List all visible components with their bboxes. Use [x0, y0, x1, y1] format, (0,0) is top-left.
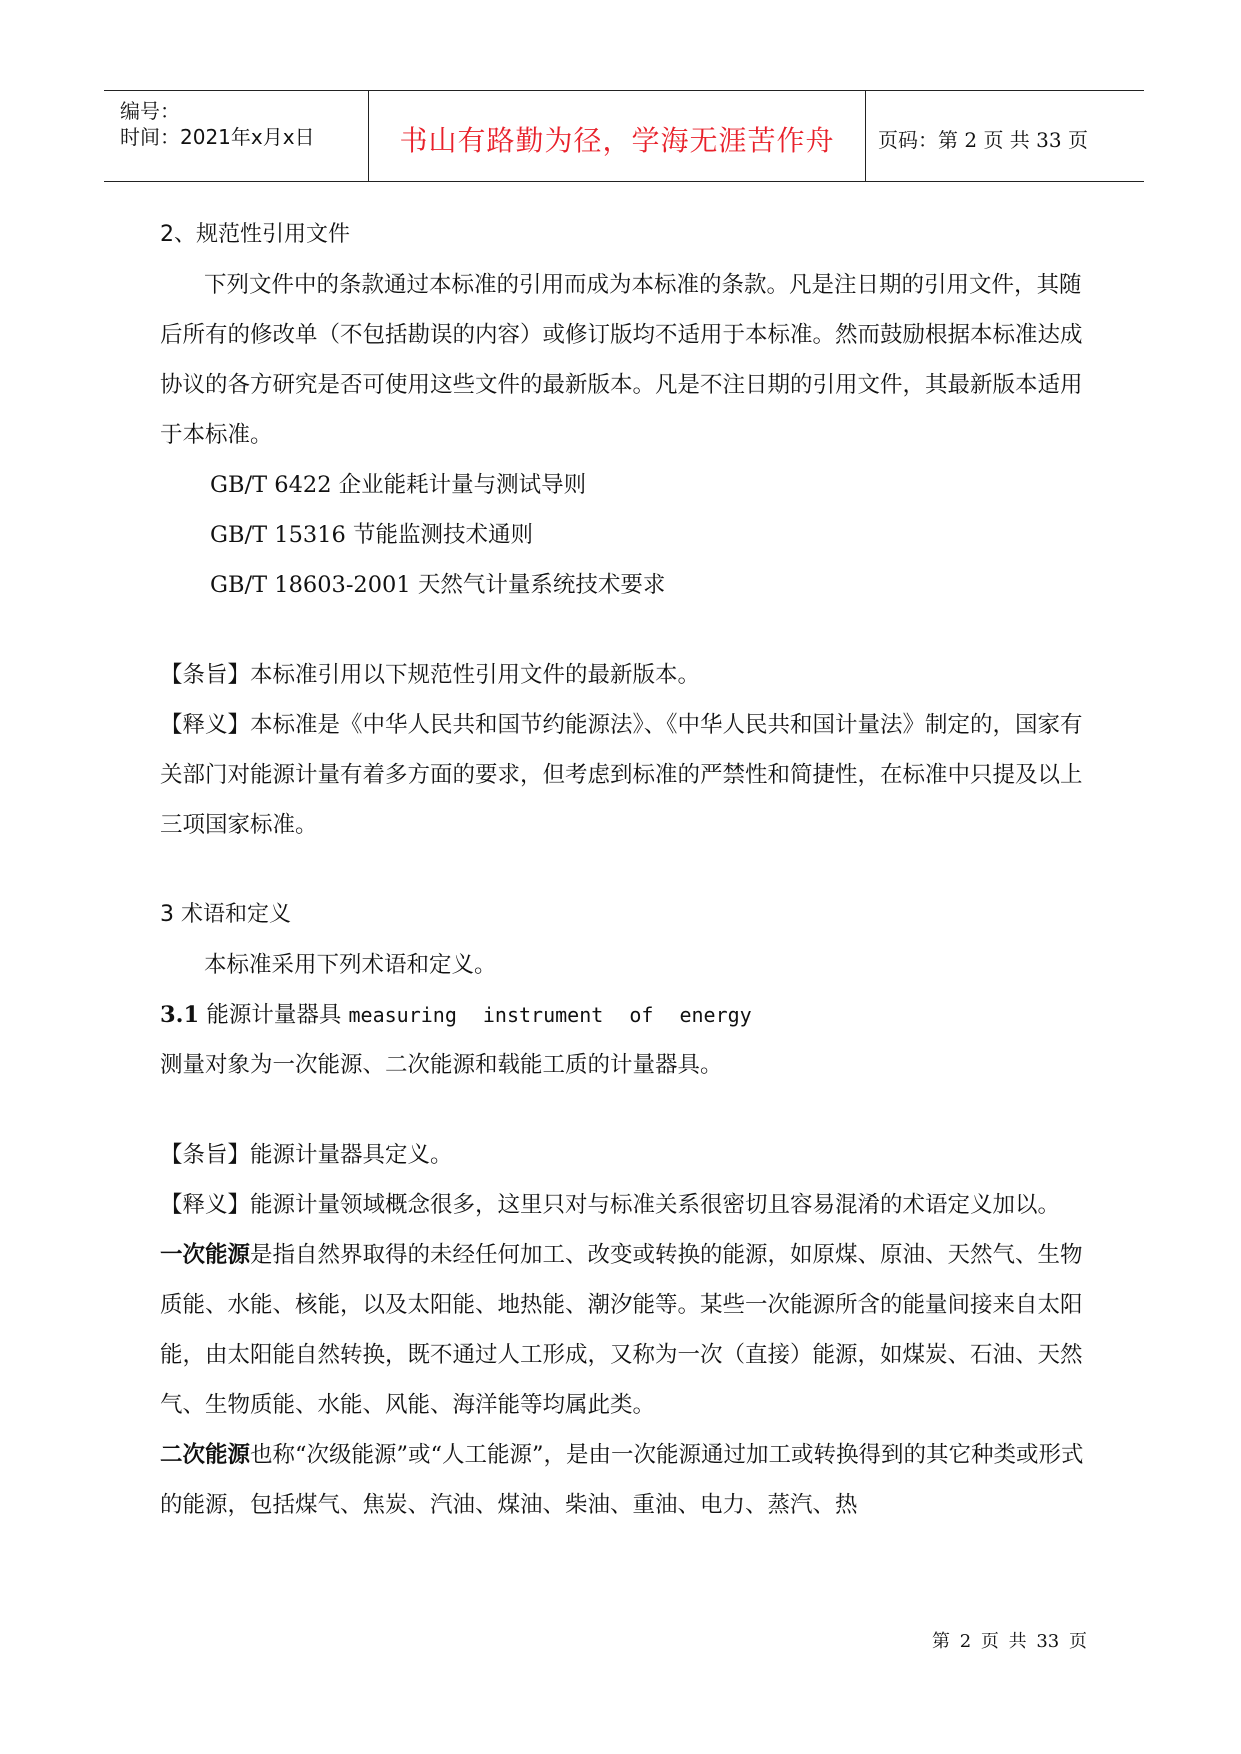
- section-2-shiyi: 【释义】本标准是《中华人民共和国节约能源法》、《中华人民共和国计量法》制定的，国家有关部门对能源计量有着多方面的要求，但考虑到标准的严禁性和简捷性，在标准中只提及以上三项国家标准。: [160, 712, 1083, 838]
- primary-energy-paragraph: [160, 1230, 1090, 1430]
- spacer: [160, 610, 1090, 650]
- section-2-paragraph: 下列文件中的条款通过本标准的引用而成为本标准的条款。凡是注日期的引用文件，其随后所有的修改单（不包括勘误的内容）或修订版均不适用于本标准。然而鼓励根据本标准达成协议的各方研究是否可使用这些文件的最新版本。凡是不注日期的引用文件，其最新版本适用于本标准。: [160, 272, 1083, 448]
- term-3-1: [160, 990, 1090, 1040]
- secondary-energy-text: 也称“次级能源”或“人工能源”，是由一次能源通过加工或转换得到的其它种类或形式的能源，包括煤气、焦炭、汽油、煤油、柴油、重油、电力、蒸汽、热: [160, 1442, 1084, 1518]
- term-chinese: 能源计量器具: [206, 1002, 342, 1028]
- number-label: 编号：: [120, 99, 180, 123]
- time-label: 时间：2021年x月x日: [120, 125, 315, 149]
- reference-item: GB/T 6422 企业能耗计量与测试导则: [210, 472, 587, 498]
- secondary-energy-term: 二次能源: [160, 1442, 251, 1468]
- primary-energy-term: 一次能源: [160, 1242, 251, 1268]
- reference-item: GB/T 15316 节能监测技术通则: [210, 522, 533, 548]
- spacer: [160, 850, 1090, 890]
- spacer: [160, 1090, 1090, 1130]
- secondary-energy-paragraph: [160, 1430, 1090, 1530]
- reference-item: GB/T 18603-2001 天然气计量系统技术要求: [210, 572, 666, 598]
- page-header: [104, 90, 1144, 182]
- header-motto: 书山有路勤为径，学海无涯苦作舟: [399, 124, 835, 157]
- header-motto-cell: [369, 91, 866, 181]
- section-2-heading: 2、规范性引用文件: [160, 222, 350, 247]
- section-3-heading: 3 术语和定义: [160, 902, 291, 927]
- section-3-shiyi: 【释义】能源计量领域概念很多，这里只对与标准关系很密切且容易混淆的术语定义加以。: [160, 1192, 1061, 1218]
- term-definition: 测量对象为一次能源、二次能源和载能工质的计量器具。: [160, 1052, 723, 1078]
- section-3-tiaozhi: 【条旨】能源计量器具定义。: [160, 1142, 453, 1168]
- page-footer: 第 2 页 共 33 页: [932, 1631, 1087, 1652]
- term-english: measuring instrument of energy: [348, 1003, 752, 1027]
- section-2-tiaozhi: 【条旨】本标准引用以下规范性引用文件的最新版本。: [160, 662, 701, 688]
- term-number: 3.1: [160, 1002, 200, 1028]
- document-body: [160, 210, 1090, 1530]
- section-3-intro: 本标准采用下列术语和定义。: [204, 952, 497, 978]
- primary-energy-text: 是指自然界取得的未经任何加工、改变或转换的能源，如原煤、原油、天然气、生物质能、水能、核能，以及太阳能、地热能、潮汐能等。某些一次能源所含的能量间接来自太阳能，由太阳能自然转换，既不通过人工形成，又称为一次（直接）能源，如煤炭、石油、天然气、生物质能、水能、风能、海洋能等均属此类。: [160, 1242, 1083, 1418]
- header-right-cell: [866, 91, 1144, 181]
- header-page-code: 页码：第 2 页 共 33 页: [878, 128, 1088, 152]
- header-left-cell: [104, 91, 369, 181]
